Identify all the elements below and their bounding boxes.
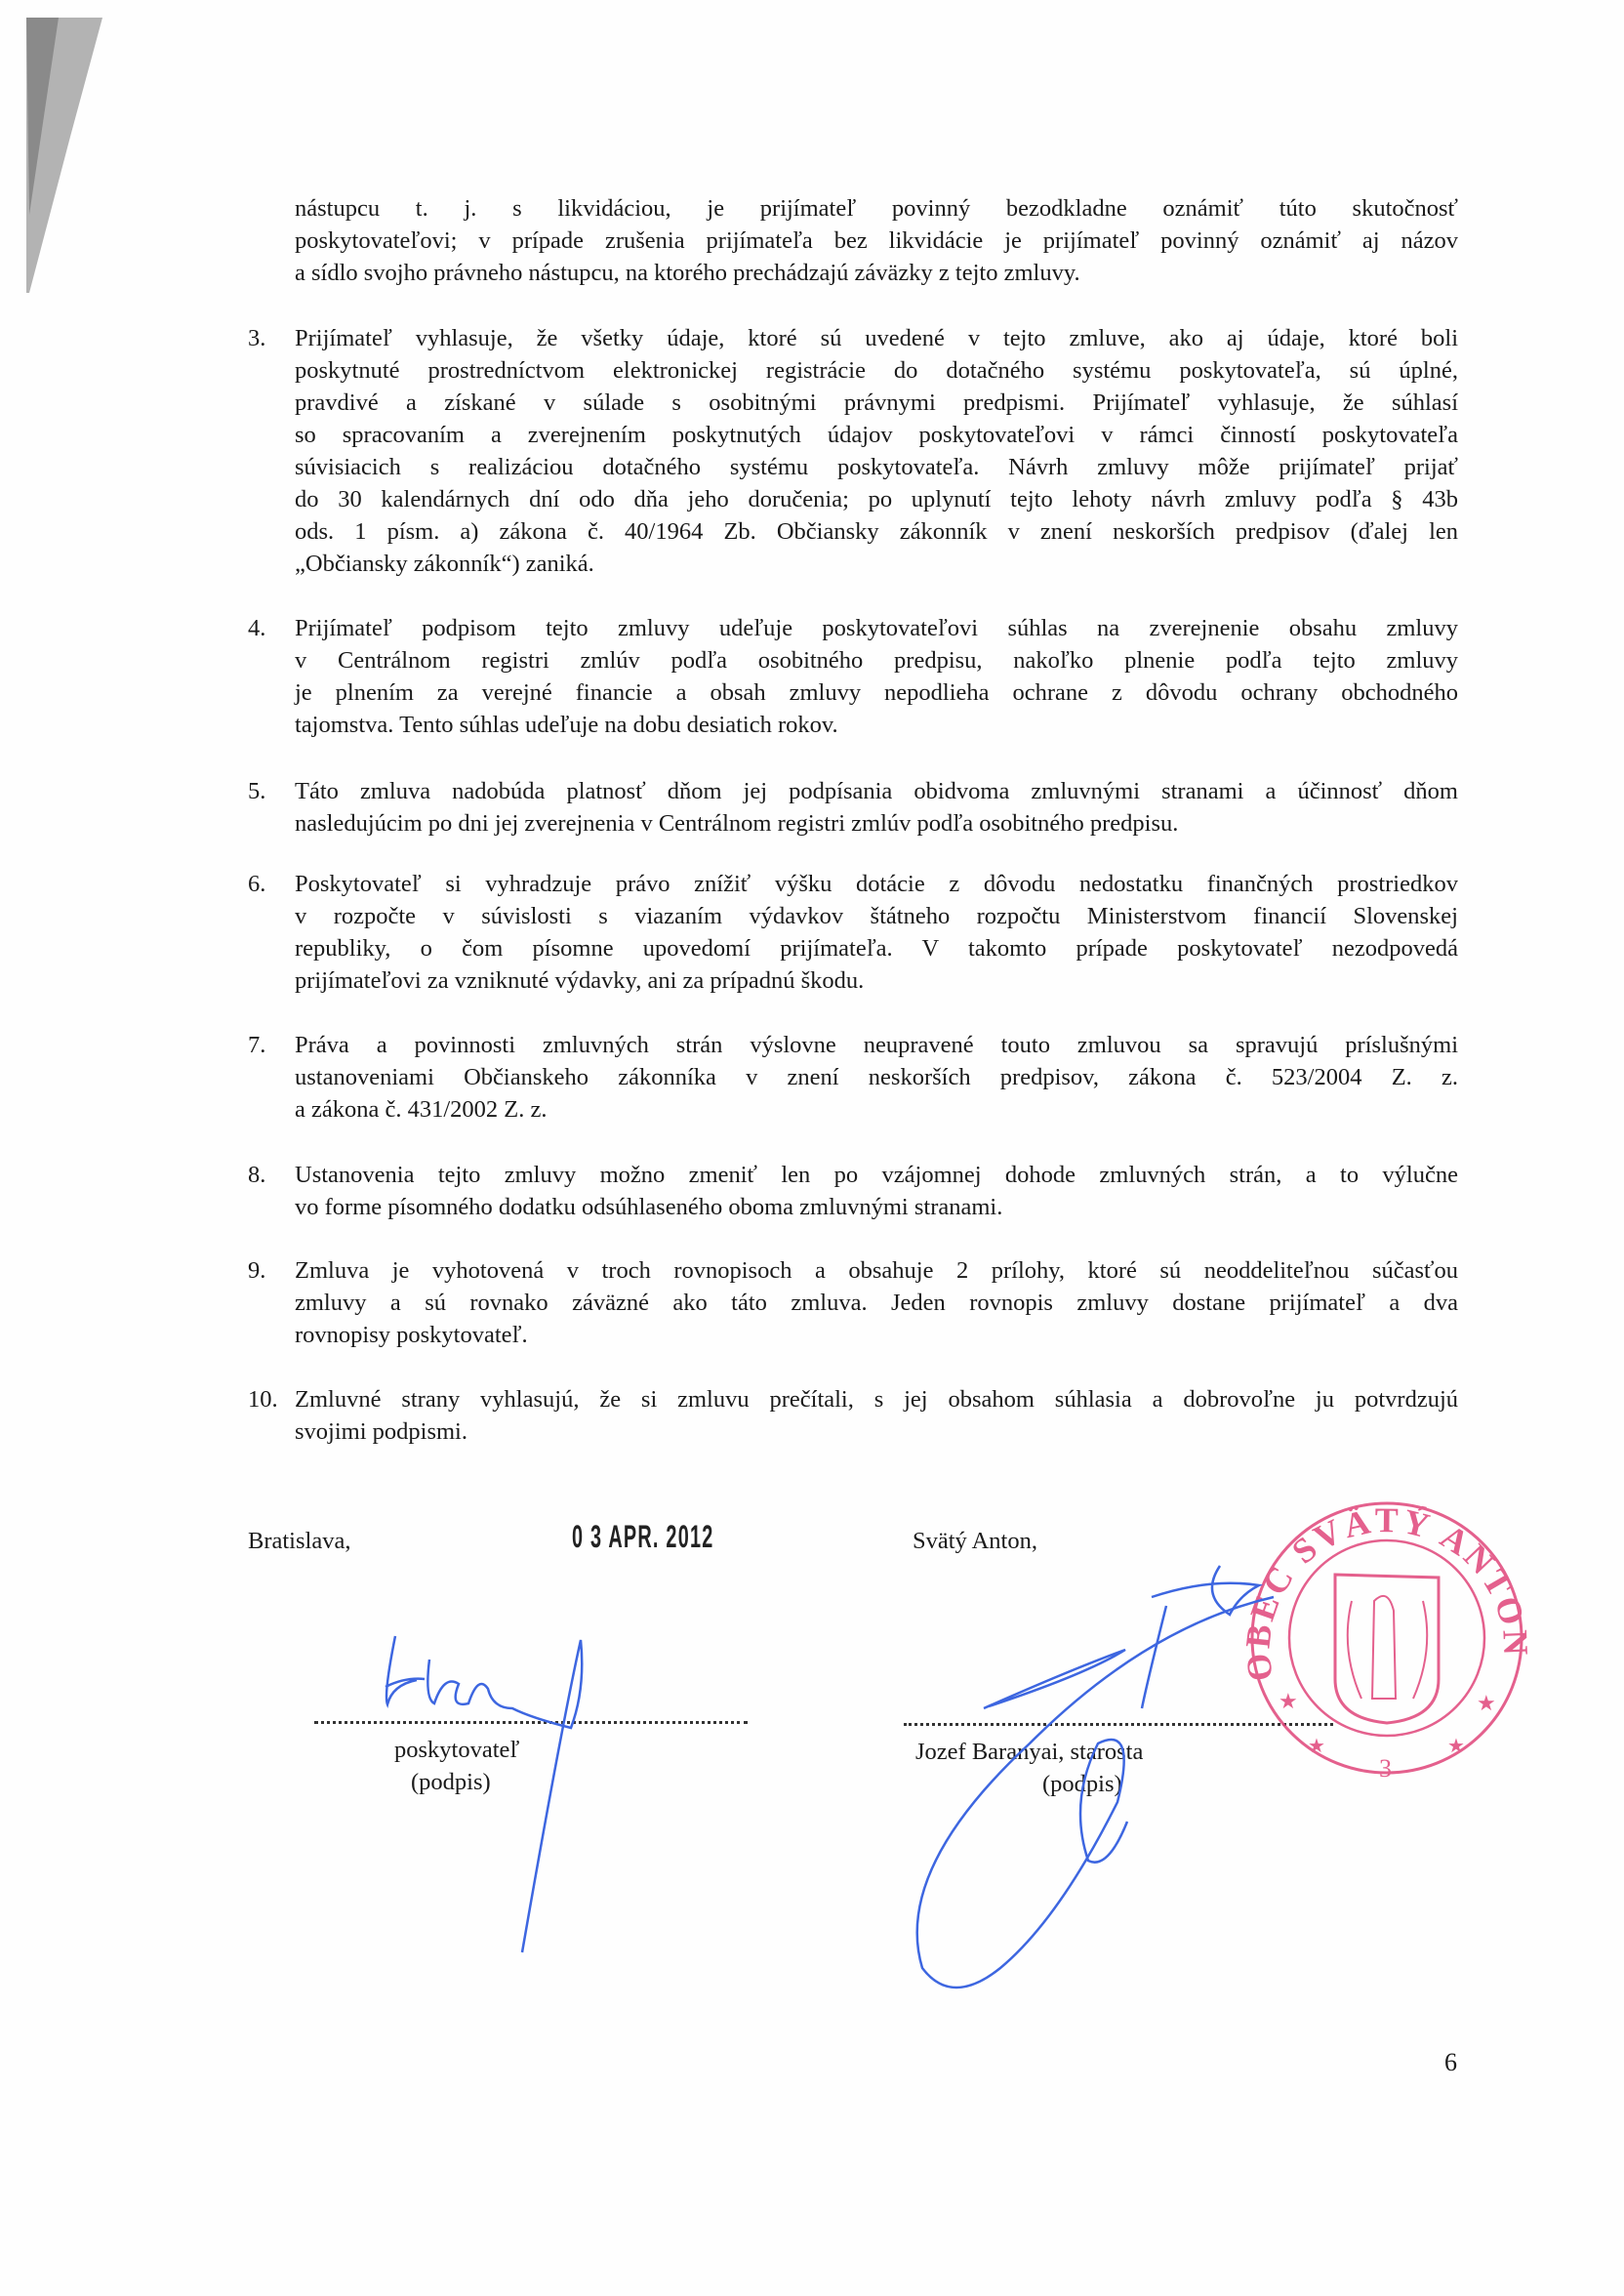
clause-line: do 30 kalendárnych dní odo dňa jeho doručenia; po uplynutí tejto lehoty návrh zmluvy podľa § 43b <box>295 486 1458 512</box>
clause-number: 5. <box>248 778 266 804</box>
svg-text:★: ★ <box>1308 1736 1325 1757</box>
clause-line: Prijímateľ podpisom tejto zmluvy udeľuje poskytovateľovi súhlas na zverejnenie obsahu zmluvy <box>295 615 1458 641</box>
stamp-text: OBEC SVÄTÝ ANTON <box>1238 1500 1536 1684</box>
clause <box>248 192 1458 289</box>
left-signature-line <box>314 1721 748 1724</box>
svg-text:★: ★ <box>1447 1736 1465 1757</box>
clause-number: 6. <box>248 871 266 897</box>
clause-line: poskytovateľovi; v prípade zrušenia prijímateľa bez likvidácie je prijímateľ povinný oznámiť aj názov <box>295 227 1458 254</box>
clause-line: v Centrálnom registri zmlúv podľa osobitného predpisu, nakoľko plnenie podľa tejto zmluvy <box>295 647 1458 674</box>
clause <box>248 1159 1458 1223</box>
clause-line: je plnením za verejné financie a obsah zmluvy nepodlieha ochrane z dôvodu ochrany obchodného <box>295 679 1458 706</box>
left-place: Bratislava, <box>248 1528 351 1554</box>
clause-number: 10. <box>248 1386 278 1413</box>
clause-line: a sídlo svojho právneho nástupcu, na ktorého prechádzajú záväzky z tejto zmluvy. <box>295 260 1080 286</box>
clause-line: so spracovaním a zverejnením poskytnutých údajov poskytovateľovi v rámci činností poskytovateľa <box>295 422 1458 448</box>
page-number: 6 <box>1444 2048 1457 2076</box>
clause-line: Práva a povinnosti zmluvných strán výslovne neupravené touto zmluvou sa spravujú príslušnými <box>295 1032 1458 1058</box>
clause-line: tajomstva. Tento súhlas udeľuje na dobu desiatich rokov. <box>295 712 838 738</box>
scan-edge-shadow <box>0 0 117 312</box>
clause-line: Poskytovateľ si vyhradzuje právo znížiť výšku dotácie z dôvodu nedostatku finančných prostriedkov <box>295 871 1458 897</box>
clause <box>248 1029 1458 1126</box>
clause-number: 7. <box>248 1032 266 1058</box>
clause-line: poskytnuté prostredníctvom elektronickej registrácie do dotačného systému poskytovateľa, sú úplné, <box>295 357 1458 384</box>
clause <box>248 775 1458 840</box>
clause-line: Zmluva je vyhotovená v troch rovnopisoch a obsahuje 2 prílohy, ktoré sú neoddeliteľnou súčasťou <box>295 1257 1458 1284</box>
right-signature-line <box>904 1723 1333 1726</box>
clause-line: Zmluvné strany vyhlasujú, že si zmluvu prečítali, s jej obsahom súhlasia a dobrovoľne ju potvrdzujú <box>295 1386 1458 1413</box>
clause-line: ods. 1 písm. a) zákona č. 40/1964 Zb. Občiansky zákonník v znení neskorších predpisov (ďalej len <box>295 518 1458 545</box>
clause <box>248 322 1458 580</box>
clause-number: 8. <box>248 1162 266 1188</box>
clause-line: v rozpočte v súvislosti s viazaním výdavkov štátneho rozpočtu Ministerstvom financií Slovenskej <box>295 903 1458 929</box>
svg-text:OBEC SVÄTÝ ANTON <box>1238 1500 1535 1683</box>
official-stamp <box>1238 1500 1535 1783</box>
clause-line: rovnopisy poskytovateľ. <box>295 1322 528 1348</box>
svg-text:★: ★ <box>1279 1689 1298 1713</box>
date-stamp: 0 3 APR. 2012 <box>572 1519 714 1554</box>
clause-line: ustanoveniami Občianskeho zákonníka v znení neskorších predpisov, zákona č. 523/2004 Z. z. <box>295 1064 1458 1090</box>
clause-line: Ustanovenia tejto zmluvy možno zmeniť len po vzájomnej dohode zmluvných strán, a to výlučne <box>295 1162 1458 1188</box>
clause-line: Prijímateľ vyhlasuje, že všetky údaje, ktoré sú uvedené v tejto zmluve, ako aj údaje, ktoré boli <box>295 325 1458 351</box>
clause-line: pravdivé a získané v súlade s osobitnými právnymi predpismi. Prijímateľ vyhlasuje, že súhlasí <box>295 390 1458 416</box>
clause-number: 3. <box>248 325 266 351</box>
right-name: Jozef Baranyai, starosta <box>915 1739 1144 1765</box>
clause-line: vo forme písomného dodatku odsúhlaseného oboma zmluvnými stranami. <box>295 1194 1003 1220</box>
clause <box>248 1383 1458 1448</box>
clause-line: zmluvy a sú rovnako záväzné ako táto zmluva. Jeden rovnopis zmluvy dostane prijímateľ a dva <box>295 1290 1458 1316</box>
clause <box>248 612 1458 741</box>
clause-line: nasledujúcim po dni jej zverejnenia v Centrálnom registri zmlúv podľa osobitného predpisu. <box>295 810 1179 837</box>
clause-line: a zákona č. 431/2002 Z. z. <box>295 1096 548 1123</box>
clause-line: prijímateľovi za vzniknuté výdavky, ani za prípadnú škodu. <box>295 967 865 994</box>
clause <box>248 1254 1458 1351</box>
svg-text:★: ★ <box>1477 1691 1496 1715</box>
clause-line: súvisiacich s realizáciou dotačného systému poskytovateľa. Návrh zmluvy môže prijímateľ prijať <box>295 454 1458 480</box>
left-role: poskytovateľ <box>394 1737 520 1763</box>
stamp-number: 3 <box>1379 1754 1392 1783</box>
right-sub: (podpis) <box>1042 1771 1122 1797</box>
clause-line: nástupcu t. j. s likvidáciou, je prijímateľ povinný bezodkladne oznámiť túto skutočnosť <box>295 195 1458 222</box>
clause-line: „Občiansky zákonník“) zaniká. <box>295 551 594 577</box>
left-sub: (podpis) <box>411 1769 491 1795</box>
clause-line: svojimi podpismi. <box>295 1418 467 1445</box>
right-place: Svätý Anton, <box>913 1528 1037 1554</box>
clause <box>248 868 1458 997</box>
clause-number: 9. <box>248 1257 266 1284</box>
clause-line: Táto zmluva nadobúda platnosť dňom jej podpísania obidvoma zmluvnými stranami a účinnosť dňom <box>295 778 1458 804</box>
clause-line: republiky, o čom písomne upovedomí prijímateľa. V takomto prípade poskytovateľ nezodpovedá <box>295 935 1458 962</box>
clause-number: 4. <box>248 615 266 641</box>
